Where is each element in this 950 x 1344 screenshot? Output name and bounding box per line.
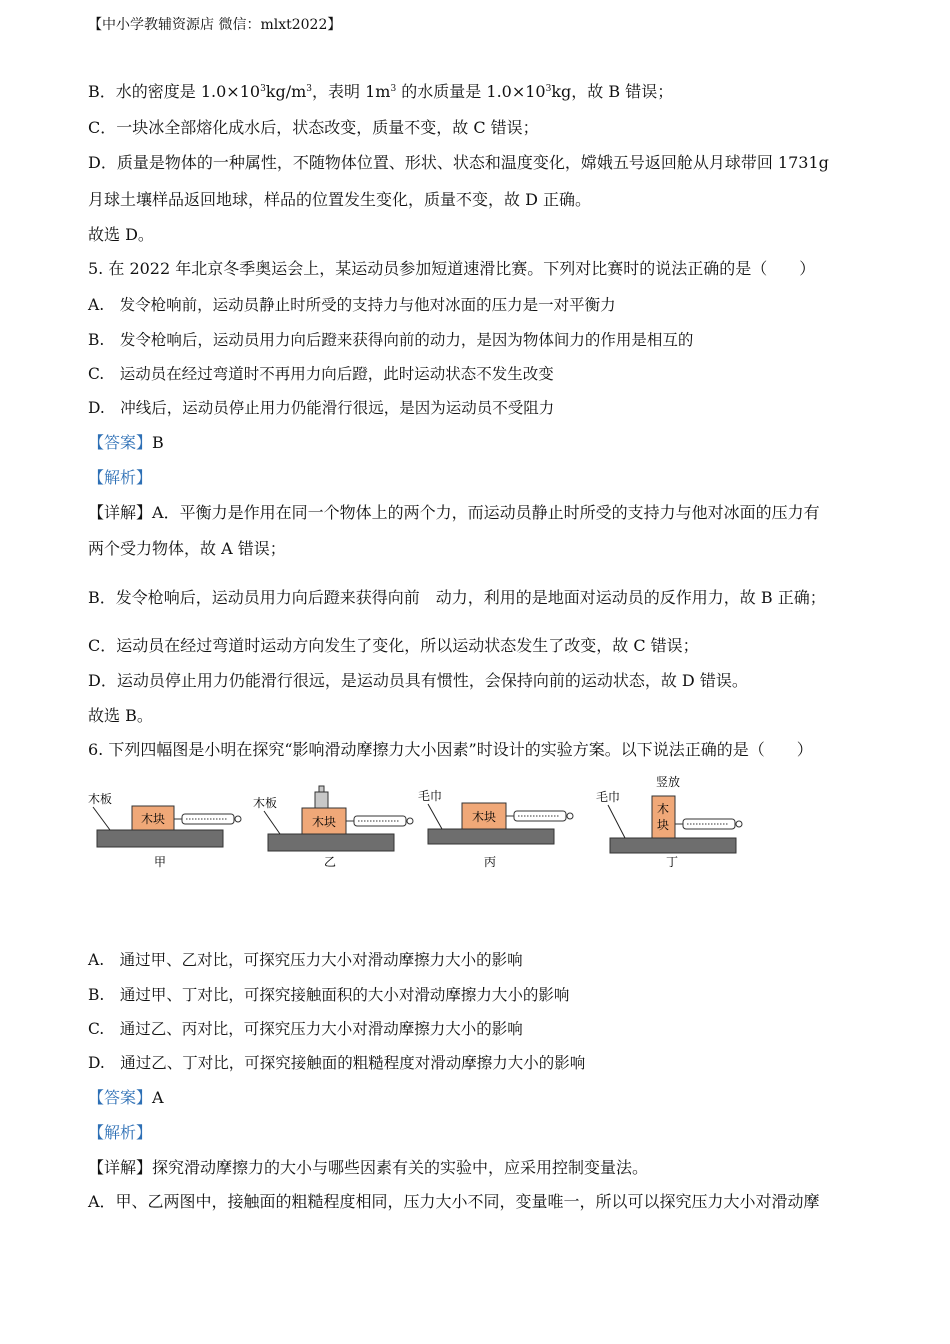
figure-bing: [418, 788, 573, 869]
scale-ring: [736, 821, 742, 827]
caption: 甲: [153, 855, 167, 869]
surface-label: 毛巾: [418, 789, 443, 803]
q5-detail-a-line1: 【详解】A．平衡力是作用在同一个物体上的两个力，而运动员静止时所受的支持力与他对冰面的压力有: [88, 503, 820, 522]
block-label-top: 木: [656, 802, 670, 816]
surface-label: 木板: [88, 792, 113, 806]
figure-jia: [88, 791, 241, 869]
q5-analysis-tag: 【解析】: [88, 468, 153, 487]
q5-conclusion: 故选 B。: [88, 706, 153, 725]
answer-value: A: [152, 1088, 164, 1107]
q6-answer: [88, 1088, 890, 1108]
q6-detail-a-line1: A．甲、乙两图中，接触面的粗糙程度相同，压力大小不同，变量唯一，所以可以探究压力大小对滑动摩: [88, 1192, 820, 1211]
q5-detail-a-line2: 两个受力物体，故 A 错误；: [88, 539, 286, 558]
caption: 丙: [483, 855, 497, 869]
answer-value: B: [152, 433, 164, 452]
q5-option-c: C. 运动员在经过弯道时不再用力向后蹬，此时运动状态不发生改变: [88, 365, 554, 383]
orientation-note: 竖放: [655, 775, 681, 789]
q5-option-d: D. 冲线后，运动员停止用力仍能滑行很远，是因为运动员不受阻力: [88, 399, 555, 417]
q6-detail-intro: 【详解】探究滑动摩擦力的大小与哪些因素有关的实验中，应采用控制变量法。: [88, 1158, 649, 1177]
answer-tag: 【答案】: [88, 1088, 153, 1107]
block-label-bottom: 块: [656, 818, 670, 832]
q4-explanation-b: B．水的密度是 $1.0\times 10^3kg/m^3$，表明 $1m^3$ 的水质量是 $1.0\times 10^3kg$，故 B 错误；: [88, 82, 674, 101]
surface-label: 木板: [253, 796, 278, 810]
board: [428, 829, 554, 844]
scale-ring: [567, 813, 573, 819]
scale-ring: [235, 816, 241, 822]
weight: [315, 792, 328, 808]
scale-ring: [407, 818, 413, 824]
pointer-line: [608, 805, 625, 838]
q6-option-c: C. 通过乙、丙对比，可探究压力大小对滑动摩擦力大小的影响: [88, 1020, 523, 1038]
q4-explanation-d-line2: 月球土壤样品返回地球，样品的位置发生变化，质量不变，故 D 正确。: [88, 190, 592, 209]
q4-conclusion: 故选 D。: [88, 225, 154, 244]
q6-analysis-tag: 【解析】: [88, 1123, 153, 1142]
board: [268, 834, 394, 851]
pointer-line: [428, 804, 442, 829]
block-label: 木块: [471, 810, 497, 824]
q4-explanation-d-line1: D．质量是物体的一种属性，不随物体位置、形状、状态和温度变化，嫦娥五号返回舱从月球带回 1731g: [88, 153, 829, 172]
q6-option-b: B. 通过甲、丁对比，可探究接触面积的大小对滑动摩擦力大小的影响: [88, 986, 570, 1004]
q5-detail-b: B．发令枪响后，运动员用力向后蹬来获得向前 动力，利用的是地面对运动员的反作用力，故 B 正确；: [88, 588, 826, 607]
pointer-line: [93, 807, 110, 830]
q6-option-d: D. 通过乙、丁对比，可探究接触面的粗糙程度对滑动摩擦力大小的影响: [88, 1054, 586, 1072]
q4-explanation-c: C．一块冰全部熔化成水后，状态改变，质量不变，故 C 错误；: [88, 118, 539, 137]
q6-option-a: A. 通过甲、乙对比，可探究压力大小对滑动摩擦力大小的影响: [88, 951, 523, 969]
caption: 丁: [665, 855, 679, 869]
q5-option-a: A. 发令枪响前，运动员静止时所受的支持力与他对冰面的压力是一对平衡力: [88, 296, 616, 314]
board: [97, 830, 223, 847]
figure-ding: [596, 774, 742, 869]
figure-yi: [253, 786, 413, 869]
q6-stem: 6. 下列四幅图是小明在探究“影响滑动摩擦力大小因素”时设计的实验方案。以下说法正确的是（ ）: [88, 740, 813, 759]
q6-experiment-figure: [0, 770, 950, 880]
caption: 乙: [323, 855, 337, 869]
weight-knob: [319, 786, 324, 792]
q5-stem: 5. 在 2022 年北京冬季奥运会上，某运动员参加短道速滑比赛。下列对比赛时的说法正确的是（ ）: [88, 259, 816, 278]
block-label: 木块: [311, 815, 337, 829]
block-label: 木块: [140, 812, 166, 826]
answer-tag: 【答案】: [88, 433, 153, 452]
q5-detail-d: D．运动员停止用力仍能滑行很远，是运动员具有惯性，会保持向前的运动状态，故 D 错误。: [88, 671, 748, 690]
q5-answer: [88, 433, 890, 453]
q5-detail-c: C．运动员在经过弯道时运动方向发生了变化，所以运动状态发生了改变，故 C 错误；: [88, 636, 699, 655]
board: [610, 838, 736, 853]
surface-label: 毛巾: [596, 790, 621, 804]
header-watermark: 【中小学教辅资源店 微信：mlxt2022】: [88, 17, 342, 33]
q5-option-b: B. 发令枪响后，运动员用力向后蹬来获得向前的动力，是因为物体间力的作用是相互的: [88, 331, 694, 349]
pointer-line: [264, 811, 280, 834]
